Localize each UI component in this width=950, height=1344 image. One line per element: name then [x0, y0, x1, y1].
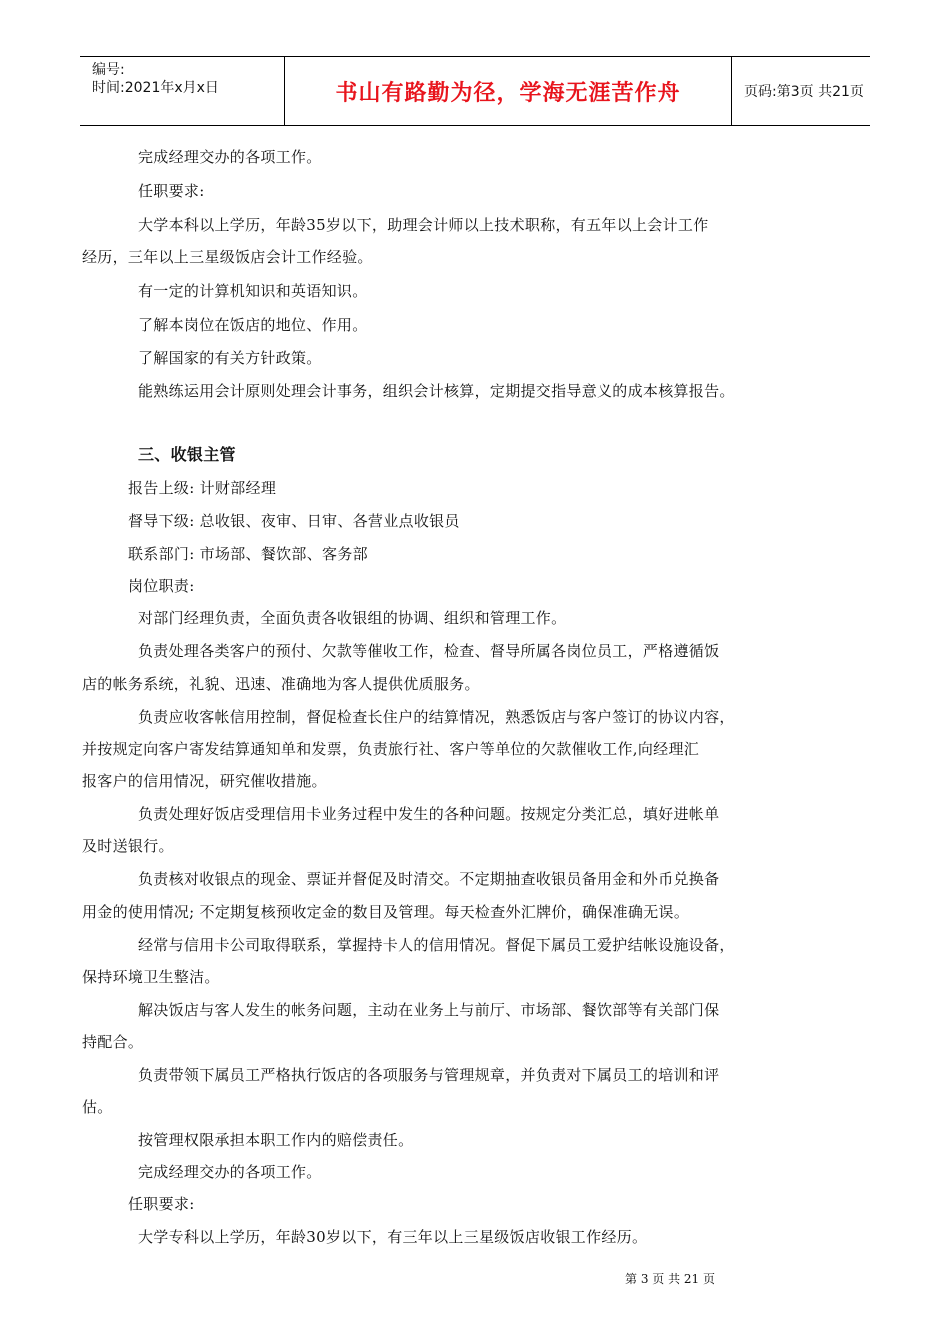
body-line: 持配合。: [82, 1033, 144, 1051]
body-line: 经历，三年以上三星级饭店会计工作经验。: [82, 248, 373, 266]
body-line: 负责核对收银点的现金、票证并督促及时清交。不定期抽查收银员备用金和外币兑换备: [138, 870, 720, 888]
body-line: 大学专科以上学历，年龄30岁以下，有三年以上三星级饭店收银工作经历。: [138, 1228, 648, 1246]
body-line: 保持环境卫生整洁。: [82, 968, 220, 986]
header-motto: 书山有路勤为径，学海无涯苦作舟: [284, 57, 732, 125]
body-line: 有一定的计算机知识和英语知识。: [138, 282, 368, 300]
page-footer: 第 3 页 共 21 页: [625, 1272, 715, 1286]
body-line: 能熟练运用会计原则处理会计事务，组织会计核算，定期提交指导意义的成本核算报告。: [138, 382, 735, 400]
body-line: 解决饭店与客人发生的帐务问题，主动在业务上与前厅、市场部、餐饮部等有关部门保: [138, 1001, 720, 1019]
body-line: 并按规定向客户寄发结算通知单和发票，负责旅行社、客户等单位的欠款催收工作,向经理汇: [82, 740, 700, 758]
body-line: 了解本岗位在饭店的地位、作用。: [138, 316, 368, 334]
body-line: 报客户的信用情况，研究催收措施。: [82, 772, 327, 790]
body-line: 经常与信用卡公司取得联系，掌握持卡人的信用情况。督促下属员工爱护结帐设施设备，: [138, 936, 735, 954]
body-line: 岗位职责:: [128, 577, 195, 595]
body-line: 完成经理交办的各项工作。: [138, 1163, 322, 1181]
body-line: 负责处理各类客户的预付、欠款等催收工作，检查、督导所属各岗位员工，严格遵循饭: [138, 642, 720, 660]
body-line: 任职要求:: [128, 1195, 195, 1213]
body-line: 督导下级: 总收银、夜审、日审、各营业点收银员: [128, 512, 460, 530]
body-line: 对部门经理负责，全面负责各收银组的协调、组织和管理工作。: [138, 609, 567, 627]
body-line: 估。: [82, 1098, 113, 1116]
body-line: 完成经理交办的各项工作。: [138, 148, 322, 166]
body-line: 联系部门: 市场部、餐饮部、客务部: [128, 545, 368, 563]
body-line: 负责处理好饭店受理信用卡业务过程中发生的各种问题。按规定分类汇总，填好进帐单: [138, 805, 720, 823]
section-heading: 三、收银主管: [138, 445, 236, 464]
doc-time-label: 时间:2021年x月x日: [92, 80, 219, 96]
body-line: 了解国家的有关方针政策。: [138, 349, 322, 367]
doc-number-label: 编号:: [92, 62, 125, 78]
body-line: 按管理权限承担本职工作内的赔偿责任。: [138, 1131, 414, 1149]
body-line: 任职要求:: [138, 182, 205, 200]
body-line: 店的帐务系统，礼貌、迅速、准确地为客人提供优质服务。: [82, 675, 480, 693]
body-line: 大学本科以上学历，年龄35岁以下，助理会计师以上技术职称，有五年以上会计工作: [138, 216, 709, 234]
body-line: 用金的使用情况; 不定期复核预收定金的数目及管理。每天检查外汇牌价，确保准确无误。: [82, 903, 690, 921]
body-line: 负责应收客帐信用控制，督促检查长住户的结算情况，熟悉饭店与客户签订的协议内容，: [138, 708, 735, 726]
body-line: 报告上级: 计财部经理: [128, 479, 277, 497]
header-meta: [80, 57, 284, 125]
body-line: 负责带领下属员工严格执行饭店的各项服务与管理规章，并负责对下属员工的培训和评: [138, 1066, 720, 1084]
header-page-number: 页码:第3页 共21页: [744, 84, 864, 100]
body-line: 及时送银行。: [82, 837, 174, 855]
page-header: [80, 56, 870, 126]
